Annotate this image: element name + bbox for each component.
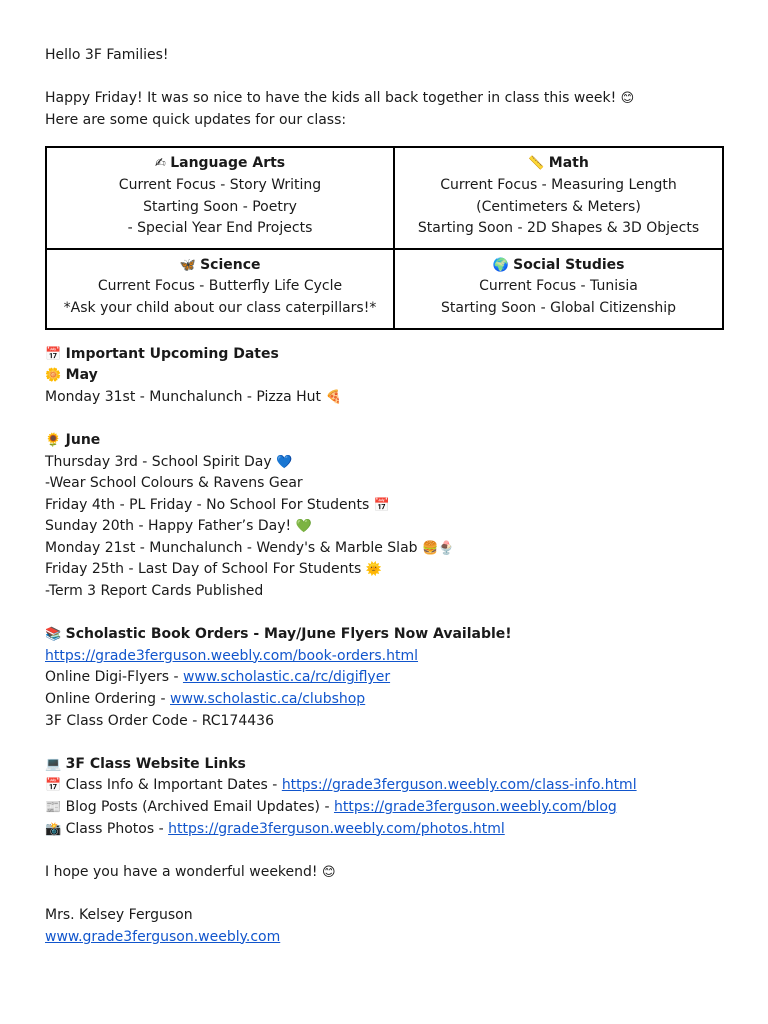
blue-heart-icon: 💙 [276,454,293,470]
date-item [45,387,725,409]
burger-icecream-icon: 🍔🍨 [422,540,455,556]
cell-line: Current Focus - Butterfly Life Cycle [97,278,343,295]
cell-line: Starting Soon - Global Citizenship [440,299,677,316]
website-link-line [45,797,725,819]
online-ordering-line [45,689,725,711]
subjects-row [46,249,723,329]
books-url-line [45,646,725,668]
books-heading-text: Scholastic Book Orders - May/June Flyers Now Available! [65,626,512,643]
newspaper-icon: 📰 [45,800,62,815]
date-item-text: Sunday 20th - Happy Father’s Day! [45,518,292,535]
date-item-text: Friday 25th - Last Day of School For Students [45,561,362,578]
cell-science [46,249,394,329]
blog-link[interactable]: https://grade3ferguson.weebly.com/blog [333,799,617,815]
cell-line: Current Focus - Tunisia [479,278,638,295]
books-icon: 📚 [45,627,62,643]
dates-heading-text: Important Upcoming Dates [65,345,279,362]
date-item [45,452,725,474]
calendar-icon: 📅 [45,346,62,362]
signature-website-link[interactable]: www.grade3ferguson.weebly.com [45,928,281,945]
digi-flyers-label: Online Digi-Flyers - [45,669,183,686]
calendar-icon: 📅 [373,497,390,513]
class-info-link[interactable]: https://grade3ferguson.weebly.com/class-info.html [281,777,637,794]
social-studies-heading: Social Studies [513,256,625,273]
closing-text: I hope you have a wonderful weekend! [45,863,318,880]
june-label: June [65,431,101,448]
date-item-text: Monday 31st - Munchalunch - Pizza Hut [45,388,322,405]
math-heading: Math [548,155,589,172]
subjects-table [45,146,724,329]
cell-math [394,147,723,248]
photos-link[interactable]: https://grade3ferguson.weebly.com/photos.html [168,820,505,837]
ruler-icon: 📏 [528,156,545,172]
laptop-icon: 💻 [45,756,62,772]
date-item-text: Friday 4th - PL Friday - No School For Students [45,496,370,513]
date-item [45,516,725,538]
subjects-row [46,147,723,248]
website-link-label: Class Info & Important Dates - [65,777,282,794]
science-title [51,255,389,277]
date-item-text: Monday 21st - Munchalunch - Wendy's & Marble Slab [45,539,418,556]
signature-name: Mrs. Kelsey Ferguson [45,906,193,923]
website-link-line [45,819,725,841]
cell-line: Starting Soon - 2D Shapes & 3D Objects [417,220,700,237]
website-heading [45,754,725,776]
social-studies-title [399,255,718,277]
date-item-text: Thursday 3rd - School Spirit Day [45,453,272,470]
smile-icon: 😊 [321,864,336,880]
date-item [45,473,725,495]
date-item [45,538,725,560]
smile-icon: 😊 [620,91,635,107]
cell-line: *Ask your child about our class caterpillars!* [63,299,377,316]
cell-language-arts [46,147,394,248]
dates-heading [45,344,725,366]
book-orders-link[interactable]: https://grade3ferguson.weebly.com/book-orders.html [45,647,419,664]
greeting: Hello 3F Families! [45,47,169,63]
daisy-icon: 🌼 [45,368,62,384]
order-code-line: 3F Class Order Code - RC174436 [45,712,274,729]
website-link-label: Class Photos - [65,820,169,837]
pizza-icon: 🍕 [325,389,342,405]
green-heart-icon: 💚 [295,519,312,535]
date-item [45,495,725,517]
date-item [45,581,725,603]
language-arts-title [51,153,389,175]
math-title [399,153,718,175]
date-item [45,559,725,581]
email-body [45,45,725,948]
digi-flyers-line [45,667,725,689]
june-heading [45,430,725,452]
online-ordering-link[interactable]: www.scholastic.ca/clubshop [170,691,366,708]
cell-line: Current Focus - Story Writing [118,176,322,193]
cell-line: - Special Year End Projects [127,220,313,237]
butterfly-icon: 🦋 [179,257,196,273]
online-ordering-label: Online Ordering - [45,691,170,708]
intro-line-2: Here are some quick updates for our class: [45,111,347,128]
camera-icon: 📸 [45,821,62,837]
closing-line [45,862,725,884]
cell-line: Starting Soon - Poetry [143,198,297,215]
signature-url-line [45,927,725,949]
may-label: May [65,367,98,384]
website-link-label: Blog Posts (Archived Email Updates) - [65,799,334,815]
writing-hand-icon: ✍ [154,156,166,172]
date-item-text: -Term 3 Report Cards Published [45,583,264,600]
globe-icon: 🌍 [492,257,509,273]
website-link-line [45,775,725,797]
cell-social-studies [394,249,723,329]
date-item-text: -Wear School Colours & Ravens Gear [45,475,303,492]
intro-line-1 [45,88,725,110]
books-heading [45,624,725,646]
science-heading: Science [200,256,261,273]
cell-line: Current Focus - Measuring Length [440,176,677,193]
calendar-icon: 📅 [45,778,62,794]
may-heading [45,365,725,387]
website-heading-text: 3F Class Website Links [65,755,246,772]
language-arts-heading: Language Arts [170,155,286,172]
sunflower-icon: 🌻 [45,432,62,448]
cell-line: (Centimeters & Meters) [476,198,641,215]
digi-flyers-link[interactable]: www.scholastic.ca/rc/digiflyer [182,669,391,686]
sun-icon: 🌞 [365,562,382,578]
intro-text: Happy Friday! It was so nice to have the kids all back together in class this week! [45,90,617,107]
